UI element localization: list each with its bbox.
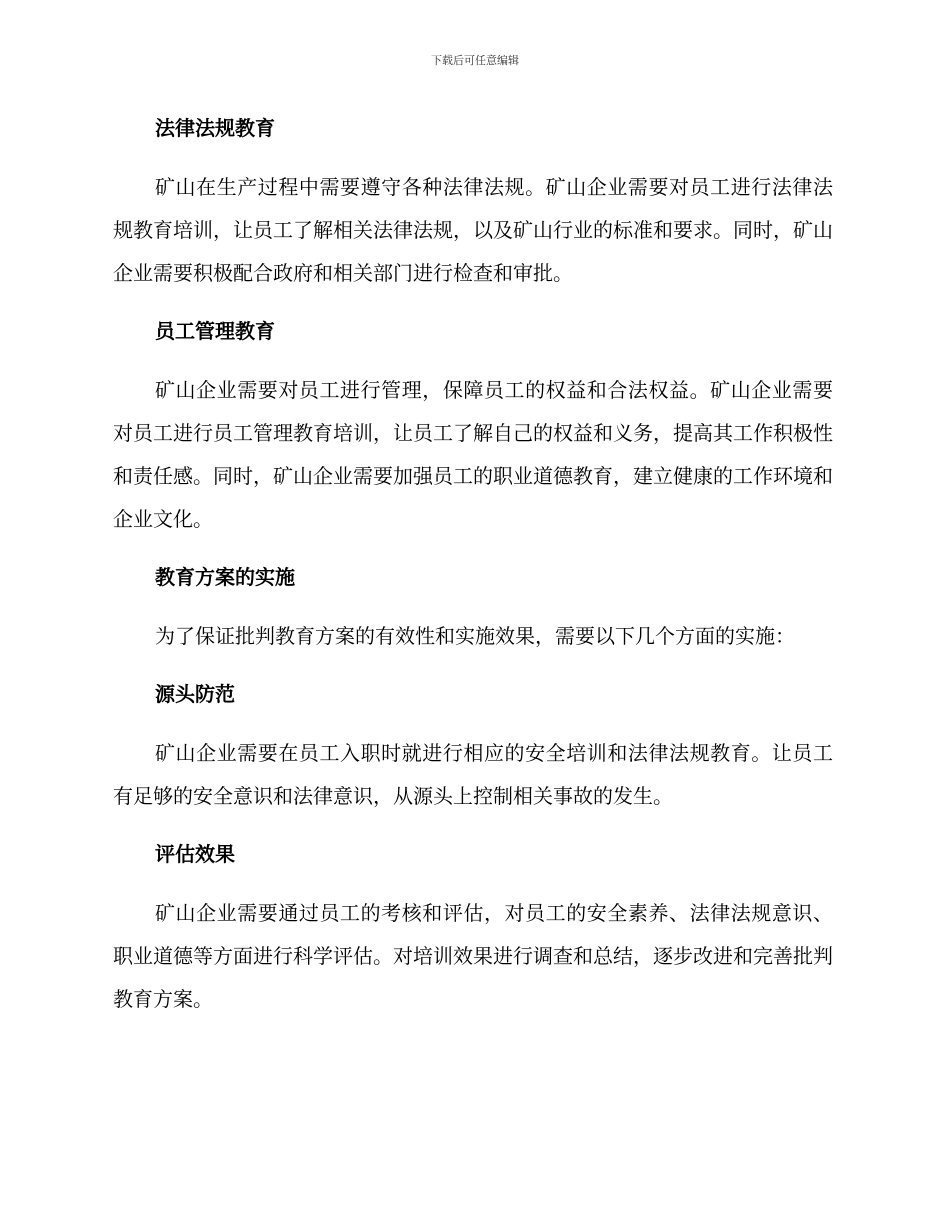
section-paragraph: 矿山在生产过程中需要遵守各种法律法规。矿山企业需要对员工进行法律法规教育培训，让员工了解相关法律法规，以及矿山行业的标准和要求。同时，矿山企业需要积极配合政府和相关部门进行检查和审批。 [113,175,833,285]
section-source-prevention [113,674,833,818]
section-legal-education [113,108,833,295]
section-paragraph: 为了保证批判教育方案的有效性和实施效果，需要以下几个方面的实施： [155,624,795,648]
document-body [113,108,833,1037]
section-implementation [113,557,833,658]
section-heading: 员工管理教育 [155,319,275,343]
page-header: 下载后可任意编辑 [431,54,519,67]
section-heading: 法律法规教育 [155,116,275,140]
section-evaluation [113,834,833,1021]
section-paragraph: 矿山企业需要通过员工的考核和评估，对员工的安全素养、法律法规意识、职业道德等方面进行科学评估。对培训效果进行调查和总结，逐步改进和完善批判教育方案。 [113,901,833,1011]
section-heading: 源头防范 [155,682,235,706]
section-paragraph: 矿山企业需要在员工入职时就进行相应的安全培训和法律法规教育。让员工有足够的安全意识和法律意识，从源头上控制相关事故的发生。 [113,741,833,808]
section-heading: 评估效果 [155,842,235,866]
section-heading: 教育方案的实施 [155,565,295,589]
section-paragraph: 矿山企业需要对员工进行管理，保障员工的权益和合法权益。矿山企业需要对员工进行员工管理教育培训，让员工了解自己的权益和义务，提高其工作积极性和责任感。同时，矿山企业需要加强员工的职业道德教育，建立健康的工作环境和企业文化。 [113,378,833,531]
section-employee-management [113,311,833,541]
